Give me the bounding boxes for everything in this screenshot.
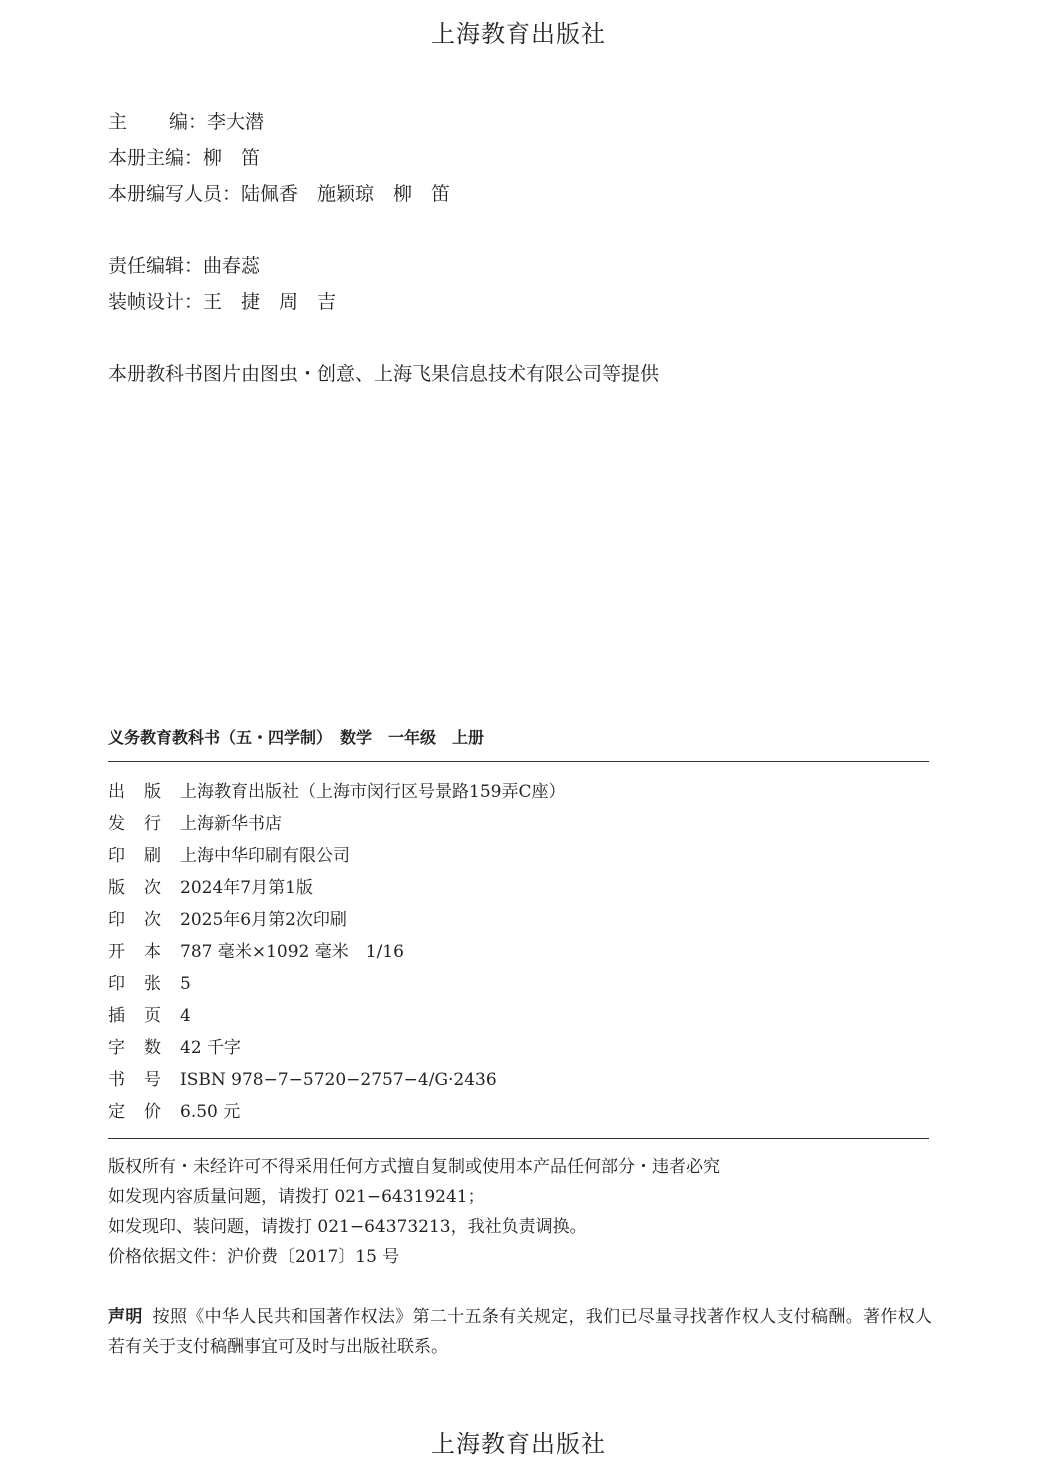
image-credit-line: 本册教科书图片由图虫・创意、上海飞果信息技术有限公司等提供 — [108, 363, 660, 385]
book-title: 义务教育教科书（五・四学制） 数学 一年级 上册 — [108, 728, 485, 747]
notices-block — [108, 1152, 720, 1272]
imprint-label: 书 号 — [108, 1070, 161, 1090]
declaration-label: 声明 — [108, 1307, 143, 1327]
imprint-value: 42 千字 — [180, 1038, 242, 1058]
design-label: 装帧设计： — [108, 291, 204, 313]
imprint-label: 定 价 — [108, 1102, 161, 1122]
responsible-editor-line — [108, 248, 659, 284]
imprint-value: 上海中华印刷有限公司 — [180, 846, 350, 866]
writers-names: 陆佩香 施颖琼 柳 笛 — [241, 183, 451, 205]
imprint-row-format — [108, 936, 565, 968]
imprint-row-printing — [108, 904, 565, 936]
main-editor-name: 李大潜 — [207, 111, 265, 133]
imprint-label: 印 刷 — [108, 846, 161, 866]
imprint-table — [108, 776, 565, 1128]
imprint-value: 上海教育出版社（上海市闵行区号景路159弄C座） — [180, 782, 566, 802]
publisher-footer: 上海教育出版社 — [431, 1430, 606, 1458]
imprint-row-inserts — [108, 1000, 565, 1032]
price-basis: 价格依据文件：沪价费〔2017〕15 号 — [108, 1247, 400, 1267]
bottom-divider — [108, 1138, 929, 1139]
declaration-paragraph — [108, 1302, 932, 1362]
imprint-row-isbn — [108, 1064, 565, 1096]
responsible-editor-label: 责任编辑： — [108, 255, 204, 277]
imprint-label: 发 行 — [108, 814, 161, 834]
imprint-value: 2024年7月第1版 — [180, 878, 313, 898]
imprint-row-sheets — [108, 968, 565, 1000]
imprint-label: 插 页 — [108, 1006, 161, 1026]
imprint-label: 版 次 — [108, 878, 161, 898]
printing-hotline: 如发现印、装问题，请拨打 021−64373213，我社负责调换。 — [108, 1217, 587, 1237]
volume-editor-line — [108, 140, 659, 176]
imprint-value: ISBN 978−7−5720−2757−4/G·2436 — [180, 1070, 497, 1090]
publisher-header: 上海教育出版社 — [431, 20, 606, 48]
writers-line — [108, 176, 659, 212]
quality-hotline: 如发现内容质量问题，请拨打 021−64319241； — [108, 1187, 485, 1207]
copyright-notice: 版权所有・未经许可不得采用任何方式擅自复制或使用本产品任何部分・违者必究 — [108, 1157, 720, 1177]
design-names: 王 捷 周 吉 — [203, 291, 337, 313]
volume-editor-label: 本册主编： — [108, 147, 204, 169]
top-divider — [108, 761, 929, 762]
responsible-editor-name: 曲春蕊 — [203, 255, 261, 277]
credits-block — [108, 104, 659, 392]
imprint-value: 787 毫米×1092 毫米 1/16 — [180, 942, 404, 962]
imprint-value: 2025年6月第2次印刷 — [180, 910, 347, 930]
imprint-row-distribution — [108, 808, 565, 840]
imprint-row-publisher — [108, 776, 565, 808]
main-editor-line — [108, 104, 659, 140]
imprint-row-edition — [108, 872, 565, 904]
imprint-value: 上海新华书店 — [180, 814, 282, 834]
imprint-row-printer — [108, 840, 565, 872]
main-editor-label: 主 编： — [108, 111, 208, 133]
volume-editor-name: 柳 笛 — [203, 147, 261, 169]
imprint-label: 出 版 — [108, 782, 161, 802]
imprint-label: 印 张 — [108, 974, 161, 994]
imprint-row-price — [108, 1096, 565, 1128]
declaration-text: 按照《中华人民共和国著作权法》第二十五条有关规定，我们已尽量寻找著作权人支付稿酬。著作权人若有关于支付稿酬事宜可及时与出版社联系。 — [108, 1307, 933, 1357]
imprint-label: 印 次 — [108, 910, 161, 930]
design-line — [108, 284, 659, 320]
imprint-value: 4 — [180, 1006, 191, 1026]
imprint-row-word-count — [108, 1032, 565, 1064]
imprint-label: 开 本 — [108, 942, 161, 962]
imprint-value: 5 — [180, 974, 191, 994]
imprint-label: 字 数 — [108, 1038, 161, 1058]
imprint-value: 6.50 元 — [180, 1102, 241, 1122]
writers-label: 本册编写人员： — [108, 183, 242, 205]
